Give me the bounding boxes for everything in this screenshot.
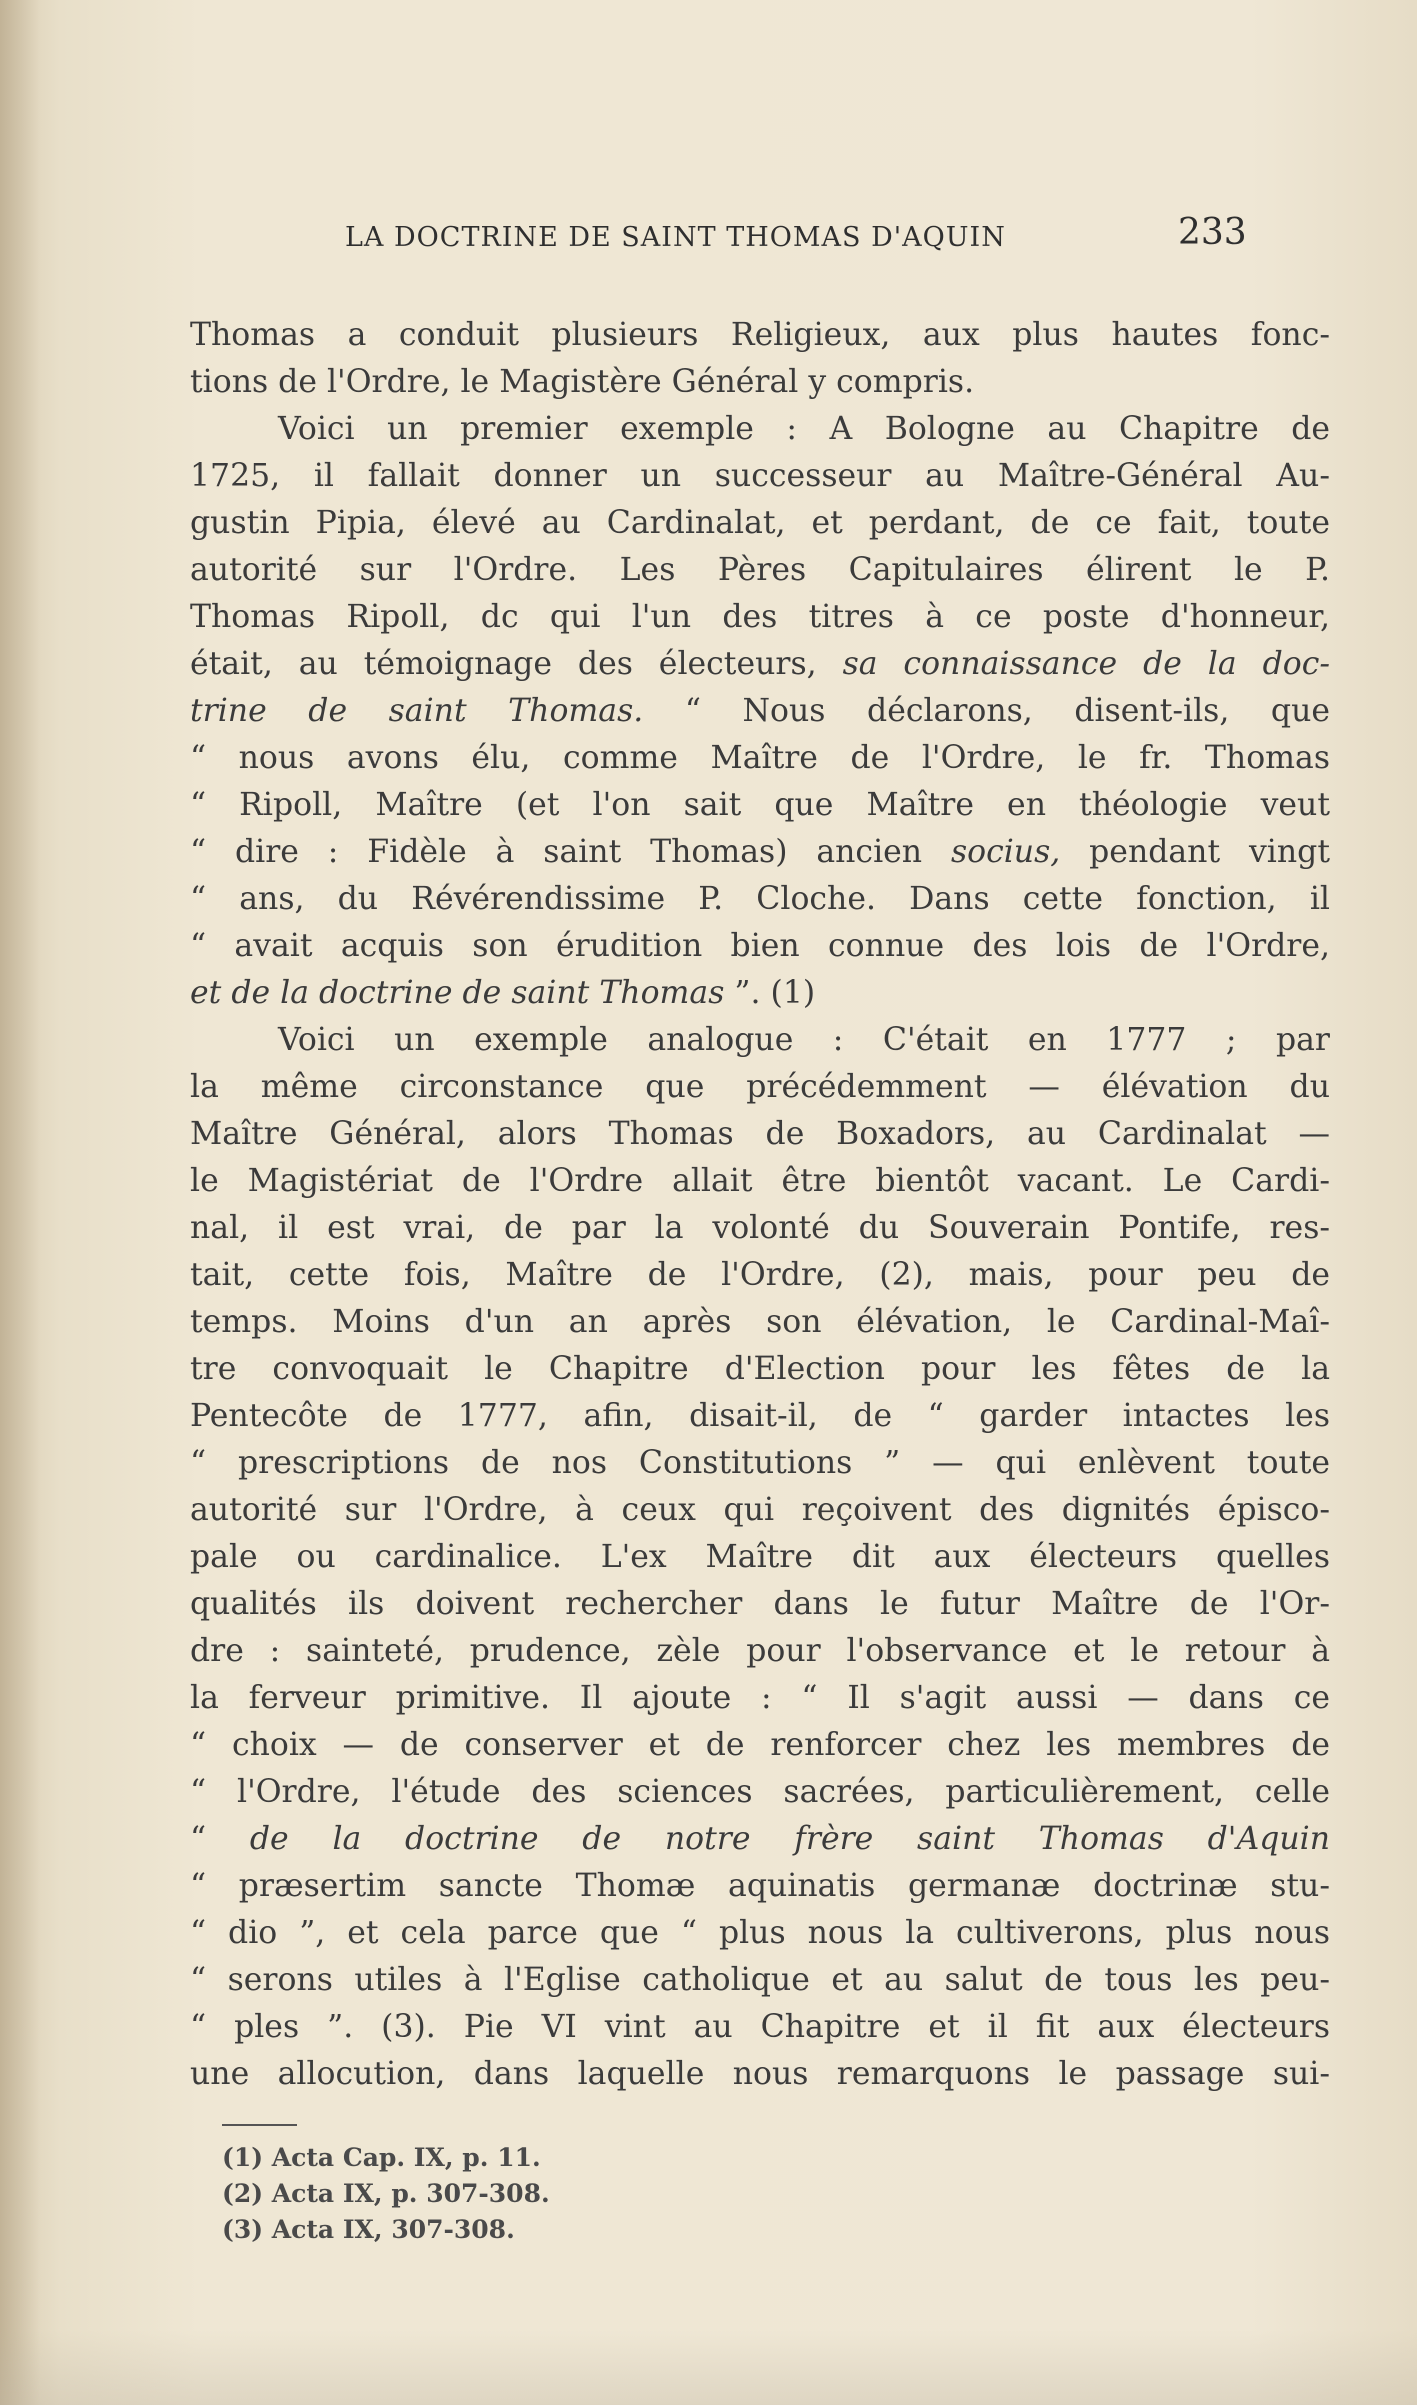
- text-run: qualités ils doivent rechercher dans le futur Maître de l'Or-: [190, 1586, 1330, 1622]
- text-line: [190, 1393, 1330, 1440]
- text-line: [190, 829, 1330, 876]
- text-line: [190, 1722, 1330, 1769]
- text-run: “ serons utiles à l'Eglise catholique et au salut de tous les peu-: [190, 1962, 1330, 1998]
- text-line: [190, 1346, 1330, 1393]
- text-line: [190, 923, 1330, 970]
- text-run: “ l'Ordre, l'étude des sciences sacrées, particulièrement, celle: [190, 1774, 1330, 1810]
- text-line: [190, 641, 1330, 688]
- text-line: [190, 1628, 1330, 1675]
- text-line: [190, 1487, 1330, 1534]
- text-line: [190, 1816, 1330, 1863]
- text-line: [190, 2051, 1330, 2098]
- text-run: était, au témoignage des électeurs,: [190, 646, 843, 682]
- page-gutter-shadow: [0, 0, 40, 2405]
- text-run: “ nous avons élu, comme Maître de l'Ordre, le fr. Thomas: [190, 740, 1330, 776]
- text-run: “ Nous déclarons, disent-ils, que: [643, 693, 1330, 729]
- text-run: Thomas a conduit plusieurs Religieux, aux plus hautes fonc-: [190, 317, 1330, 353]
- text-run: tait, cette fois, Maître de l'Ordre, (2), mais, pour peu de: [190, 1257, 1330, 1293]
- text-line: [190, 359, 1330, 406]
- text-run: pendant vingt: [1060, 834, 1330, 870]
- italic-text: socius,: [950, 834, 1061, 870]
- text-run: Voici un premier exemple : A Bologne au Chapitre de: [278, 411, 1330, 447]
- text-run: autorité sur l'Ordre, à ceux qui reçoivent des dignités épisco-: [190, 1492, 1330, 1528]
- text-run: “ dire : Fidèle à saint Thomas) ancien: [190, 834, 951, 870]
- text-run: la ferveur primitive. Il ajoute : “ Il s'agit aussi — dans ce: [190, 1680, 1330, 1716]
- text-run: “ choix — de conserver et de renforcer chez les membres de: [190, 1727, 1330, 1763]
- text-line: [190, 1111, 1330, 1158]
- italic-text: et de la doctrine de saint Thomas: [190, 975, 725, 1011]
- text-run: Voici un exemple analogue : C'était en 1777 ; par: [278, 1022, 1330, 1058]
- text-line: [190, 1534, 1330, 1581]
- text-line: [190, 1299, 1330, 1346]
- text-run: nal, il est vrai, de par la volonté du Souverain Pontife, res-: [190, 1210, 1330, 1246]
- text-line: [190, 1252, 1330, 1299]
- text-run: Thomas Ripoll, dc qui l'un des titres à ce poste d'honneur,: [190, 599, 1330, 635]
- text-line: [190, 406, 1330, 453]
- running-title: LA DOCTRINE DE SAINT THOMAS D'AQUIN: [345, 222, 1006, 253]
- body-text: [190, 312, 1330, 2098]
- text-run: gustin Pipia, élevé au Cardinalat, et perdant, de ce fait, toute: [190, 505, 1330, 541]
- text-line: [190, 1957, 1330, 2004]
- text-run: “ avait acquis son érudition bien connue des lois de l'Ordre,: [190, 928, 1330, 964]
- text-line: [190, 1581, 1330, 1628]
- text-run: “: [190, 1821, 250, 1857]
- text-line: [190, 1205, 1330, 1252]
- text-run: “ prescriptions de nos Constitutions ” — qui enlèvent toute: [190, 1445, 1330, 1481]
- text-line: [190, 594, 1330, 641]
- footnote-rule: [222, 2124, 297, 2126]
- footnote-3: (3) Acta IX, 307-308.: [222, 2215, 515, 2244]
- text-run: Pentecôte de 1777, afin, disait-il, de “ garder intactes les: [190, 1398, 1330, 1434]
- italic-text: de la doctrine de notre frère saint Thomas d'Aquin: [249, 1821, 1331, 1857]
- text-run: 1725, il fallait donner un successeur au Maître-Général Au-: [190, 458, 1330, 494]
- text-line: [190, 970, 1330, 1017]
- text-run: le Magistériat de l'Ordre allait être bientôt vacant. Le Cardi-: [190, 1163, 1330, 1199]
- text-line: [190, 1064, 1330, 1111]
- text-line: [190, 735, 1330, 782]
- text-run: “ dio ”, et cela parce que “ plus nous la cultiverons, plus nous: [190, 1915, 1330, 1951]
- text-run: “ ans, du Révérendissime P. Cloche. Dans cette fonction, il: [190, 881, 1330, 917]
- text-line: [190, 1158, 1330, 1205]
- text-run: pale ou cardinalice. L'ex Maître dit aux électeurs quelles: [190, 1539, 1330, 1575]
- text-line: [190, 1017, 1330, 1064]
- text-run: une allocution, dans laquelle nous remarquons le passage sui-: [190, 2056, 1330, 2092]
- text-line: [190, 500, 1330, 547]
- text-run: tre convoquait le Chapitre d'Election pour les fêtes de la: [190, 1351, 1330, 1387]
- italic-text: trine de saint Thomas.: [190, 693, 644, 729]
- page-number: 233: [1178, 212, 1247, 253]
- text-run: temps. Moins d'un an après son élévation, le Cardinal-Maî-: [190, 1304, 1330, 1340]
- italic-text: sa connaissance de la doc-: [842, 646, 1330, 682]
- text-line: [190, 688, 1330, 735]
- text-line: [190, 453, 1330, 500]
- footnote-2: (2) Acta IX, p. 307-308.: [222, 2179, 550, 2208]
- page-bottom-shadow: [0, 2330, 1417, 2405]
- text-run: “ ples ”. (3). Pie VI vint au Chapitre et il fit aux électeurs: [190, 2009, 1330, 2045]
- text-run: “ Ripoll, Maître (et l'on sait que Maître en théologie veut: [190, 787, 1330, 823]
- text-line: [190, 1675, 1330, 1722]
- text-run: ”. (1): [724, 975, 816, 1011]
- footnotes: [222, 2140, 550, 2248]
- text-line: [190, 2004, 1330, 2051]
- text-line: [190, 1910, 1330, 1957]
- text-line: [190, 1440, 1330, 1487]
- text-line: [190, 312, 1330, 359]
- text-line: [190, 1863, 1330, 1910]
- footnote-1: (1) Acta Cap. IX, p. 11.: [222, 2143, 541, 2172]
- text-line: [190, 782, 1330, 829]
- text-line: [190, 1769, 1330, 1816]
- text-line: [190, 547, 1330, 594]
- text-run: “ præsertim sancte Thomæ aquinatis germanæ doctrinæ stu-: [190, 1868, 1330, 1904]
- text-line: [190, 876, 1330, 923]
- text-run: dre : sainteté, prudence, zèle pour l'observance et le retour à: [190, 1633, 1330, 1669]
- text-run: autorité sur l'Ordre. Les Pères Capitulaires élirent le P.: [190, 552, 1330, 588]
- text-run: tions de l'Ordre, le Magistère Général y compris.: [190, 364, 975, 400]
- text-run: Maître Général, alors Thomas de Boxadors, au Cardinalat —: [190, 1116, 1330, 1152]
- text-run: la même circonstance que précédemment — élévation du: [190, 1069, 1330, 1105]
